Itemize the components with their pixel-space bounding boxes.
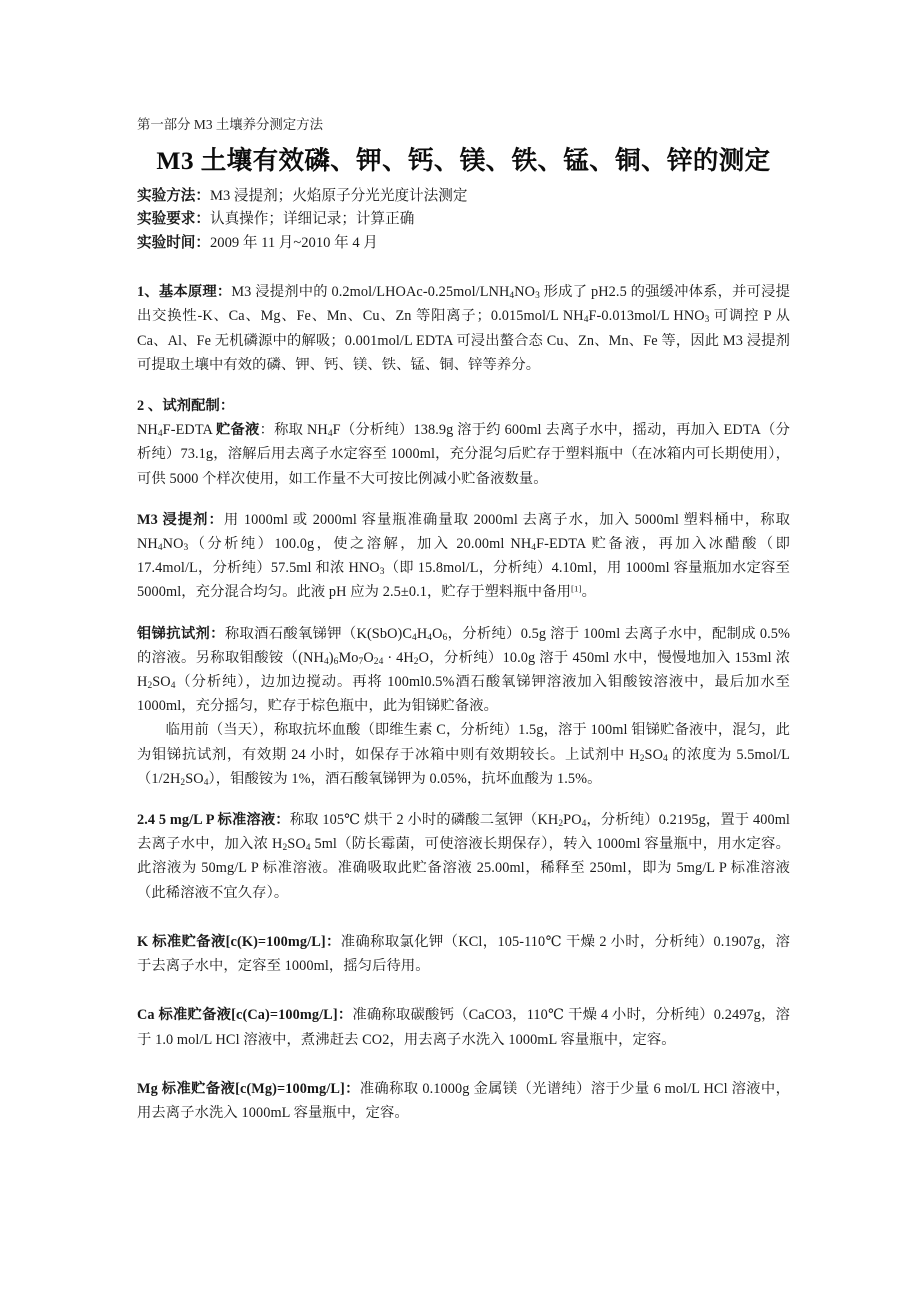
mgstd-text: 准确称取 0.1000g 金属镁（光谱纯）溶于少量 6 mol/L HCl 溶液中，用去离子水洗入 1000mL 容量瓶中，定容。 — [137, 1080, 790, 1121]
section-mo-sb-reagent — [137, 622, 790, 719]
mosb-sub-9: 2 — [147, 680, 153, 691]
mosb-sub-10: 4 — [170, 680, 176, 691]
section-mo-sb-reagent-usage — [137, 718, 790, 791]
mosb-sub-4: 4 — [323, 656, 329, 667]
spacer — [137, 255, 790, 280]
m3-sub-2: 3 — [183, 542, 189, 553]
section-heading-mo-sb-reagent: 钼锑抗试剂： — [137, 625, 225, 642]
mosb-sub-3: 6 — [442, 632, 448, 643]
mosb2-sub-3: 2 — [180, 777, 186, 788]
m3-text-2: NO — [162, 536, 184, 553]
mosb2-text-1: 临用前（当天），称取抗坏血酸（即维生素 C，分析纯）1.5g，溶于 100ml 钼锑贮备液中，混匀，此为钼锑抗试剂，有效期 24 小时，如保存于冰箱中则有效期较长。上试剂中 H — [137, 722, 790, 763]
mosb2-sub-1: 2 — [639, 753, 645, 764]
pstd-text-2: PO — [563, 812, 582, 829]
mosb-text-11: （分析纯），边加边搅动。再将 100ml0.5%酒石酸氧锑钾溶液加入钼酸铵溶液中，最后加水至 1000ml，充分摇匀，贮存于棕色瓶中，此为钼锑贮备液。 — [137, 674, 790, 715]
mosb-text-5: ) — [328, 649, 334, 666]
meta-label-time: 实验时间： — [137, 234, 210, 251]
spacer — [137, 377, 790, 394]
section-heading-basic-principle: 1、基本原理： — [137, 284, 232, 301]
m3-sub-1: 4 — [157, 542, 163, 553]
castd-text: 准确称取碳酸钙（CaCO3，110℃ 干燥 4 小时，分析纯）0.2497g，溶于 1.0 mol/L HCl 溶液中，煮沸赶去 CO2，用去离子水洗入 1000mL 容量瓶中，定容。 — [137, 1007, 791, 1048]
section-m3-extractant — [137, 508, 790, 605]
footnote-marker-1: [1] — [571, 583, 582, 594]
section-k-standard-stock — [137, 930, 790, 978]
mosb2-text-2: SO — [644, 746, 664, 763]
principle-text-1: M3 浸提剂中的 0.2mol/LHOAc-0.25mol/LNH — [231, 284, 510, 301]
running-head: 第一部分 M3 土壤养分测定方法 — [137, 117, 323, 132]
mosb2-text-3: 的浓度为 5.5mol/L（1/2H — [137, 746, 790, 787]
mosb-sub-8: 2 — [413, 656, 419, 667]
nh4f-label-1: NH — [137, 422, 158, 439]
meta-label-method: 实验方法： — [137, 188, 210, 204]
mosb-text-8: · 4H — [383, 649, 414, 666]
principle-sub-2: 3 — [535, 291, 540, 302]
meta-value-method: M3 浸提剂；火焰原子分光光度计法测定 — [209, 188, 468, 204]
mosb-sub-6: 7 — [358, 656, 364, 667]
pstd-sub-1: 2 — [558, 818, 564, 829]
m3-text-1: 用 1000ml 或 2000ml 容量瓶准确量取 2000ml 去离子水，加入 5000ml 塑料桶中，称取 NH — [137, 511, 790, 553]
nh4f-sub-1: 4 — [327, 429, 333, 440]
principle-text-4: F-0.013mol/L HNO — [588, 308, 705, 325]
nh4f-text-1: 称取 NH — [274, 422, 328, 439]
m3-text-4: F-EDTA 贮备液，再加入冰醋酸（即 17.4mol/L，分析纯）57.5ml 和浓 HNO — [137, 536, 790, 577]
section-heading-p-standard: 2.4 5 mg/L P 标准溶液： — [137, 812, 290, 829]
nh4f-label-bold: 贮备液 — [215, 422, 260, 439]
spacer — [137, 978, 790, 1003]
nh4f-label-sub-1: 4 — [157, 429, 163, 440]
section-heading-k-standard: K 标准贮备液[c(K)=100mg/L]： — [137, 933, 341, 950]
mosb-text-7: O — [363, 649, 374, 666]
m3-sub-3: 4 — [531, 542, 537, 553]
mosb-sub-1: 4 — [412, 632, 417, 643]
principle-text-5: 可调控 P 从 Ca、Al、Fe 无机磷源中的解吸；0.001mol/L EDTA 可浸出螯合态 Cu、Zn、Mn、Fe 等，因此 M3 浸提剂可提取土壤中有效的磷、钾、钙、镁、铁、锰、铜、锌等养分。 — [137, 308, 790, 373]
nh4f-label-3: ： — [259, 422, 275, 439]
mosb2-text-5: ），钼酸铵为 1%，酒石酸氧锑钾为 0.05%，抗坏血酸为 1.5%。 — [208, 770, 602, 787]
mosb-text-10: SO — [152, 674, 171, 691]
mosb-text-9: O，分析纯）10.0g 溶于 450ml 水中，慢慢地加入 153ml 浓 H — [137, 649, 790, 691]
mosb-sub-5: 6 — [333, 656, 339, 667]
section-basic-principle — [137, 280, 790, 377]
meta-value-time: 2009 年 11 月~2010 年 4 月 — [209, 234, 378, 251]
section-ca-standard-stock — [137, 1003, 790, 1051]
pstd-text-3: ，分析纯）0.2195g，置于 400ml 去离子水中，加入浓 H — [137, 812, 790, 853]
mosb2-sub-4: 4 — [203, 777, 209, 788]
spacer — [137, 1052, 790, 1077]
section-heading-reagents: 2 、试剂配制： — [137, 398, 235, 415]
page-title: M3 土壤有效磷、钾、钙、镁、铁、锰、铜、锌的测定 — [156, 146, 771, 175]
mosb-sub-2: 4 — [427, 632, 433, 643]
document-body — [137, 115, 790, 1125]
section-heading-ca-standard: Ca 标准贮备液[c(Ca)=100mg/L]： — [137, 1007, 353, 1024]
mosb-text-3: O — [432, 625, 443, 642]
meta-value-requirement: 认真操作；详细记录；计算正确 — [209, 211, 415, 228]
section-heading-m3-extractant: M3 浸提剂： — [137, 511, 224, 528]
spacer — [137, 905, 790, 930]
principle-sub-3: 4 — [583, 315, 589, 326]
spacer — [137, 791, 790, 808]
meta-label-requirement: 实验要求： — [137, 211, 210, 228]
principle-sub-4: 3 — [704, 315, 710, 326]
mosb-sub-7: 24 — [373, 656, 384, 667]
pstd-sub-4: 4 — [305, 843, 311, 854]
mosb2-sub-2: 4 — [663, 753, 668, 764]
section-nh4f-edta-stock — [137, 418, 790, 491]
mosb-text-4: ，分析纯）0.5g 溶于 100ml 去离子水中，配制成 0.5%的溶液。另称取钼酸铵（(NH — [137, 625, 791, 666]
mosb-text-1: 称取酒石酸氧锑钾（K(SbO)C — [224, 625, 413, 642]
pstd-text-1: 称取 105℃ 烘干 2 小时的磷酸二氢钾（KH — [289, 812, 559, 829]
kstd-text: 准确称取氯化钾（KCl，105-110℃ 干燥 2 小时，分析纯）0.1907g，溶于去离子水中，定容至 1000ml，摇匀后待用。 — [137, 933, 791, 975]
m3-text-3: （分析纯）100.0g，使之溶解，加入 20.00ml NH — [188, 536, 532, 553]
principle-text-2: NO — [514, 284, 536, 301]
m3-sub-4: 3 — [379, 567, 385, 578]
spacer — [137, 605, 790, 622]
m3-text-5: （即 15.8mol/L，分析纯）4.10ml，用 1000ml 容量瓶加水定容至 5000ml，充分混合均匀。此液 pH 应为 2.5±0.1，贮存于塑料瓶中备用 — [137, 560, 790, 601]
pstd-text-5: 5ml（防长霉菌，可使溶液长期保存），转入 1000ml 容量瓶中，用水定容。此溶液为 50mg/L P 标准溶液。准确吸取此贮备溶液 25.00ml，稀释至 250ml，即为 5mg/L P 标准溶液（此稀溶液不宜久存）。 — [137, 836, 791, 901]
section-heading-mg-standard: Mg 标准贮备液[c(Mg)=100mg/L]： — [137, 1080, 360, 1097]
pstd-sub-2: 4 — [581, 818, 587, 829]
section-p-standard-solution — [137, 808, 790, 905]
meta-line-requirement — [137, 208, 790, 231]
mosb2-text-4: SO — [185, 770, 204, 787]
spacer — [137, 491, 790, 508]
section-mg-standard-stock — [137, 1077, 790, 1125]
meta-line-time — [137, 232, 790, 255]
mosb-text-2: H — [416, 625, 428, 642]
pstd-text-4: SO — [287, 836, 306, 853]
meta-line-method — [137, 185, 790, 208]
mosb-text-6: Mo — [338, 649, 359, 666]
principle-sub-1: 4 — [509, 291, 515, 302]
principle-text-3: 形成了 pH2.5 的强缓冲体系，并可浸提出交换性-K、Ca、Mg、Fe、Mn、Cu、Zn 等阳离子；0.015mol/L NH — [137, 284, 791, 325]
nh4f-text-2: F（分析纯）138.9g 溶于约 600ml 去离子水中，摇动，再加入 EDTA（分析纯）73.1g，溶解后用去离子水定容至 1000ml，充分混匀后贮存于塑料瓶中（在冰箱内可长期使用），可供 5000 个样次使用，如工作量不大可按比例减小贮备液数量。 — [137, 422, 790, 487]
m3-text-6: 。 — [581, 584, 597, 601]
nh4f-label-2: F-EDTA — [162, 422, 216, 439]
pstd-sub-3: 2 — [282, 843, 288, 854]
